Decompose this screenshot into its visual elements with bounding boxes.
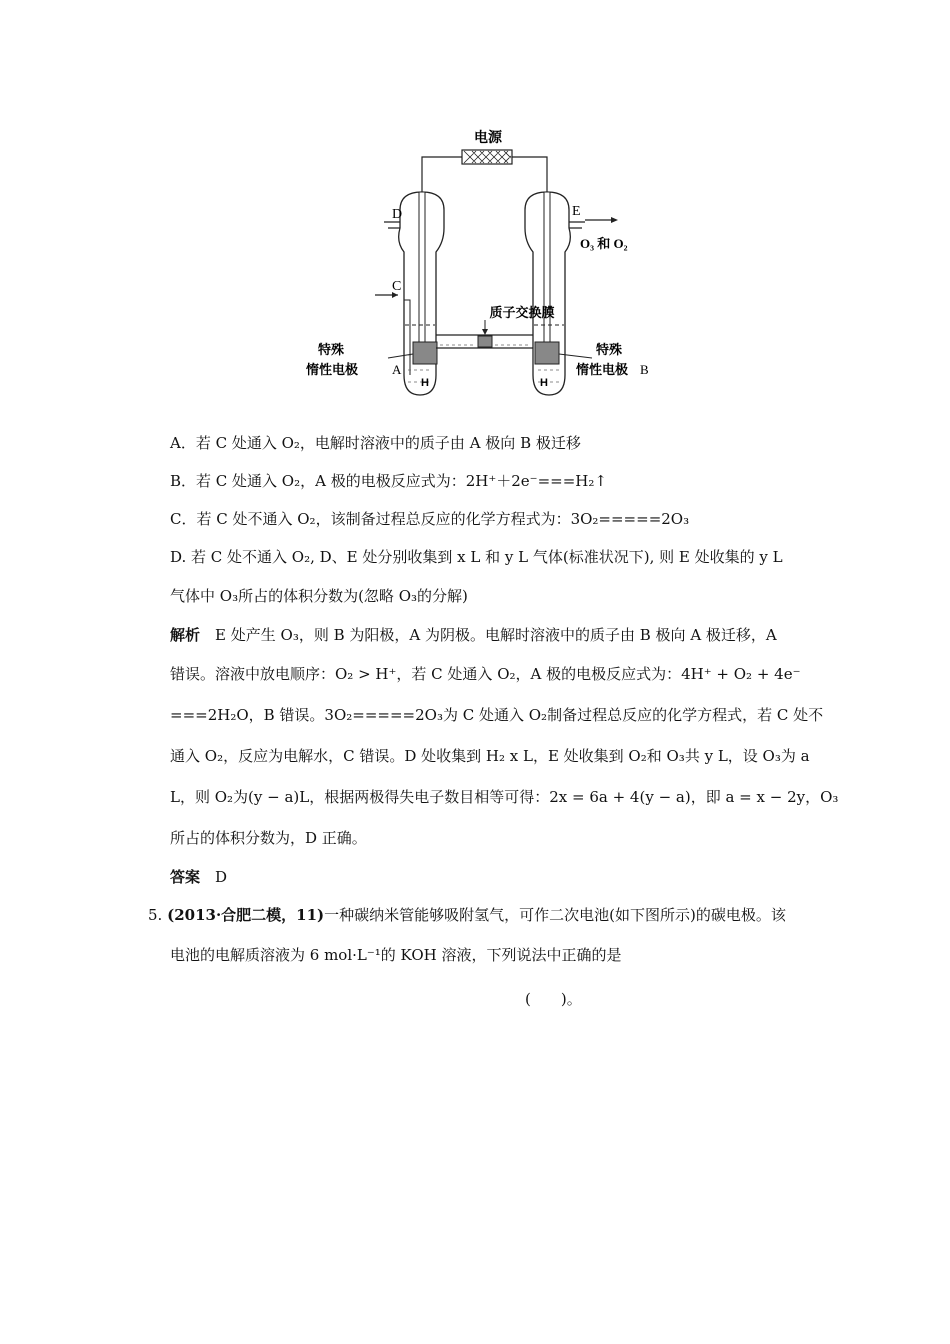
label-o3-o2: O₃ 和 O₂ [580, 236, 628, 251]
inlet-tube-c [404, 285, 410, 375]
left-electrode-pointer [388, 354, 413, 358]
label-e: E [572, 204, 581, 219]
outlet-arrowhead-e [611, 217, 618, 223]
answer-line [170, 866, 227, 888]
analysis-line-2: 错误。溶液中放电顺序：O₂ > H⁺，若 C 处通入 O₂，A 极的电极反应式为：4H⁺ + O₂ + 4e⁻ [170, 665, 801, 683]
option-a: A．若 C 处通入 O₂，电解时溶液中的质子由 A 极向 B 极迁移 [170, 434, 581, 452]
right-electrode-b [535, 342, 559, 364]
option-b: B．若 C 处通入 O₂，A 极的电极反应式为：2H⁺＋2e⁻===H₂↑ [170, 472, 607, 490]
label-left-electrode-2: 惰性电极 [306, 362, 359, 377]
answer-blank: ( )。 [525, 990, 582, 1008]
answer-label: 答案 [170, 868, 201, 886]
label-right-electrode-1: 特殊 [596, 342, 623, 357]
left-electrode-a [413, 342, 437, 364]
label-membrane: 质子交换膜 [489, 305, 555, 320]
membrane-pointer-head [482, 329, 488, 335]
label-electrode-b: B [640, 362, 649, 377]
label-c: C [392, 279, 402, 294]
label-right-electrode-2: 惰性电极 [576, 362, 629, 377]
label-h-left: H [421, 377, 429, 389]
question-source: (2013·合肥二模，11) [167, 906, 325, 924]
label-electrode-a: A [392, 362, 402, 377]
right-electrode-pointer [559, 354, 592, 358]
left-electrode-rod [419, 192, 425, 342]
left-wire [422, 157, 462, 192]
analysis-line-4: 通入 O₂，反应为电解水，C 错误。D 处收集到 H₂ x L，E 处收集到 O₂和 O₃共 y L，设 O₃为 a [170, 747, 810, 765]
right-outlet-e [569, 222, 585, 228]
power-label: 电源 [474, 129, 502, 145]
option-d-line-1: D. 若 C 处不通入 O₂, D、E 处分别收集到 x L 和 y L 气体(标准状况下), 则 E 处收集的 y L [170, 548, 783, 566]
electrolysis-apparatus-figure [300, 120, 670, 410]
question-text-1: 一种碳纳米管能够吸附氢气，可作二次电池(如下图所示)的碳电极。该 [324, 906, 786, 924]
analysis-line-3: ===2H₂O，B 错误。3O₂=====2O₃为 C 处通入 O₂制备过程总反应的化学方程式，若 C 处不 [170, 706, 824, 724]
proton-exchange-membrane [478, 336, 492, 347]
right-wire [512, 157, 547, 192]
analysis-line-5: L，则 O₂为(y − a)L，根据两极得失电子数目相等可得：2x = 6a + 4(y − a)，即 a = x − 2y，O₃ [170, 788, 839, 806]
label-d: D [392, 207, 403, 222]
analysis-line-6: 所占的体积分数为，D 正确。 [170, 829, 367, 847]
analysis-line-1 [170, 624, 777, 646]
label-left-electrode-1: 特殊 [318, 342, 345, 357]
left-outlet-d [384, 222, 400, 228]
analysis-label: 解析 [170, 626, 201, 644]
question-number: 5. [148, 906, 163, 924]
apparatus-diagram [300, 120, 670, 410]
label-h-right: H [540, 377, 548, 389]
answer-value: D [215, 868, 228, 886]
analysis-text-1: E 处产生 O₃，则 B 为阳极，A 为阴极。电解时溶液中的质子由 B 极向 A 极迁移，A [215, 626, 777, 644]
question-5-line-2: 电池的电解质溶液为 6 mol·L⁻¹的 KOH 溶液，下列说法中正确的是 [170, 946, 622, 964]
option-d-line-2: 气体中 O₃所占的体积分数为(忽略 O₃的分解) [170, 587, 468, 605]
question-5-line-1 [148, 904, 786, 926]
option-c: C．若 C 处不通入 O₂，该制备过程总反应的化学方程式为：3O₂=====2O₃ [170, 510, 690, 528]
